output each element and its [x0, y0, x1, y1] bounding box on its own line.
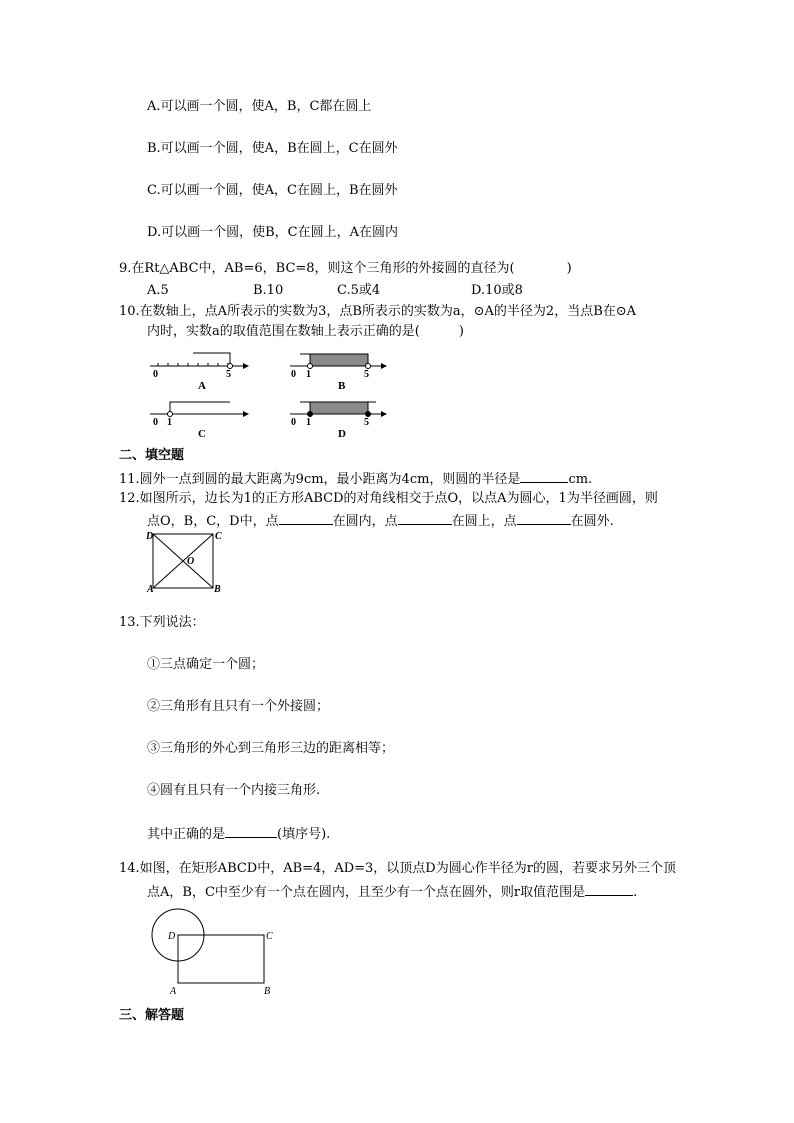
number-line-c	[150, 402, 248, 440]
svg-text:5: 5	[364, 417, 369, 428]
svg-text:B: B	[338, 380, 346, 392]
q9-option-c: C.5或4	[337, 283, 381, 298]
svg-text:O: O	[187, 556, 195, 567]
svg-text:0: 0	[153, 417, 158, 428]
section-heading-fill-in: 二、填空题	[119, 448, 185, 463]
q13-item-1: ①三点确定一个圆；	[147, 657, 265, 672]
figure-label: A	[198, 380, 206, 392]
q9-option-d: D.10或8	[471, 283, 523, 298]
q14-stem-line2: 点A，B，C中至少有一个点在圆内，且至少有一个点在圆外，则r取值范围是 .	[147, 885, 638, 900]
answer-blank	[225, 825, 277, 838]
svg-text:A: A	[147, 584, 154, 595]
q10-number-lines	[140, 345, 410, 445]
svg-text:B: B	[214, 584, 221, 595]
svg-text:C: C	[198, 428, 206, 440]
q12-square-figure	[145, 528, 225, 596]
q13-item-4: ④圆有且只有一个内接三角形.	[147, 783, 321, 798]
svg-text:D: D	[146, 531, 154, 542]
q13-item-2: ②三角形有且只有一个外接圆；	[147, 699, 330, 714]
svg-text:1: 1	[167, 417, 172, 428]
answer-blank	[398, 512, 452, 525]
svg-text:1: 1	[306, 369, 311, 380]
q9-stem: 9.在Rt△ABC中，AB=6，BC=8，则这个三角形的外接圆的直径为( )	[119, 261, 572, 276]
answer-blank	[517, 512, 571, 525]
section-heading-answer: 三、解答题	[119, 1008, 185, 1023]
q10-stem-line1: 10.在数轴上，点A所表示的实数为3，点B所表示的实数为a，⊙A的半径为2，当点B在⊙A	[119, 304, 637, 319]
q14-rectangle-figure	[145, 904, 285, 996]
svg-text:D: D	[338, 428, 346, 440]
q8-option-b: B.可以画一个圆，使A，B在圆上，C在圆外	[147, 141, 398, 156]
answer-blank	[279, 512, 333, 525]
number-line-a	[150, 353, 248, 392]
svg-text:5: 5	[364, 369, 369, 380]
q9-option-a: A.5	[147, 283, 169, 298]
svg-text:0: 0	[291, 369, 296, 380]
q12-stem-line2: 点O，B，C，D中，点 在圆内，点 在圆上，点 在圆外.	[147, 514, 614, 529]
svg-text:1: 1	[306, 417, 311, 428]
answer-blank	[520, 470, 568, 483]
number-line-d	[290, 402, 386, 440]
q13-answer-line: 其中正确的是 (填序号).	[147, 827, 331, 842]
q13-stem: 13.下列说法：	[119, 615, 205, 630]
q8-option-a: A.可以画一个圆，使A，B，C都在圆上	[147, 99, 372, 114]
tick-label: 5	[226, 369, 231, 380]
q12-stem-line1: 12.如图所示，边长为1的正方形ABCD的对角线相交于点O，以点A为圆心，1为半径画圆，则	[119, 491, 658, 506]
svg-text:C: C	[215, 531, 222, 542]
q11-stem: 11.圆外一点到圆的最大距离为9cm，最小距离为4cm，则圆的半径是 cm.	[119, 472, 593, 487]
svg-text:C: C	[266, 931, 273, 942]
q8-option-c: C.可以画一个圆，使A，C在圆上，B在圆外	[147, 183, 398, 198]
svg-text:A: A	[170, 986, 177, 996]
q14-stem-line1: 14.如图，在矩形ABCD中，AB=4，AD=3，以顶点D为圆心作半径为r的圆，若要求另外三个顶	[119, 861, 676, 876]
answer-blank	[585, 883, 633, 896]
q13-item-3: ③三角形的外心到三角形三边的距离相等；	[147, 741, 395, 756]
number-line-b	[290, 354, 386, 392]
svg-text:B: B	[264, 986, 271, 996]
svg-text:0: 0	[291, 417, 296, 428]
q8-option-d: D.可以画一个圆，使B，C在圆上，A在圆内	[147, 225, 398, 240]
tick-label: 0	[153, 369, 158, 380]
q9-option-b: B.10	[253, 283, 284, 298]
svg-text:D: D	[168, 931, 176, 942]
q10-stem-line2: 内时，实数a的取值范围在数轴上表示正确的是( )	[147, 324, 464, 339]
